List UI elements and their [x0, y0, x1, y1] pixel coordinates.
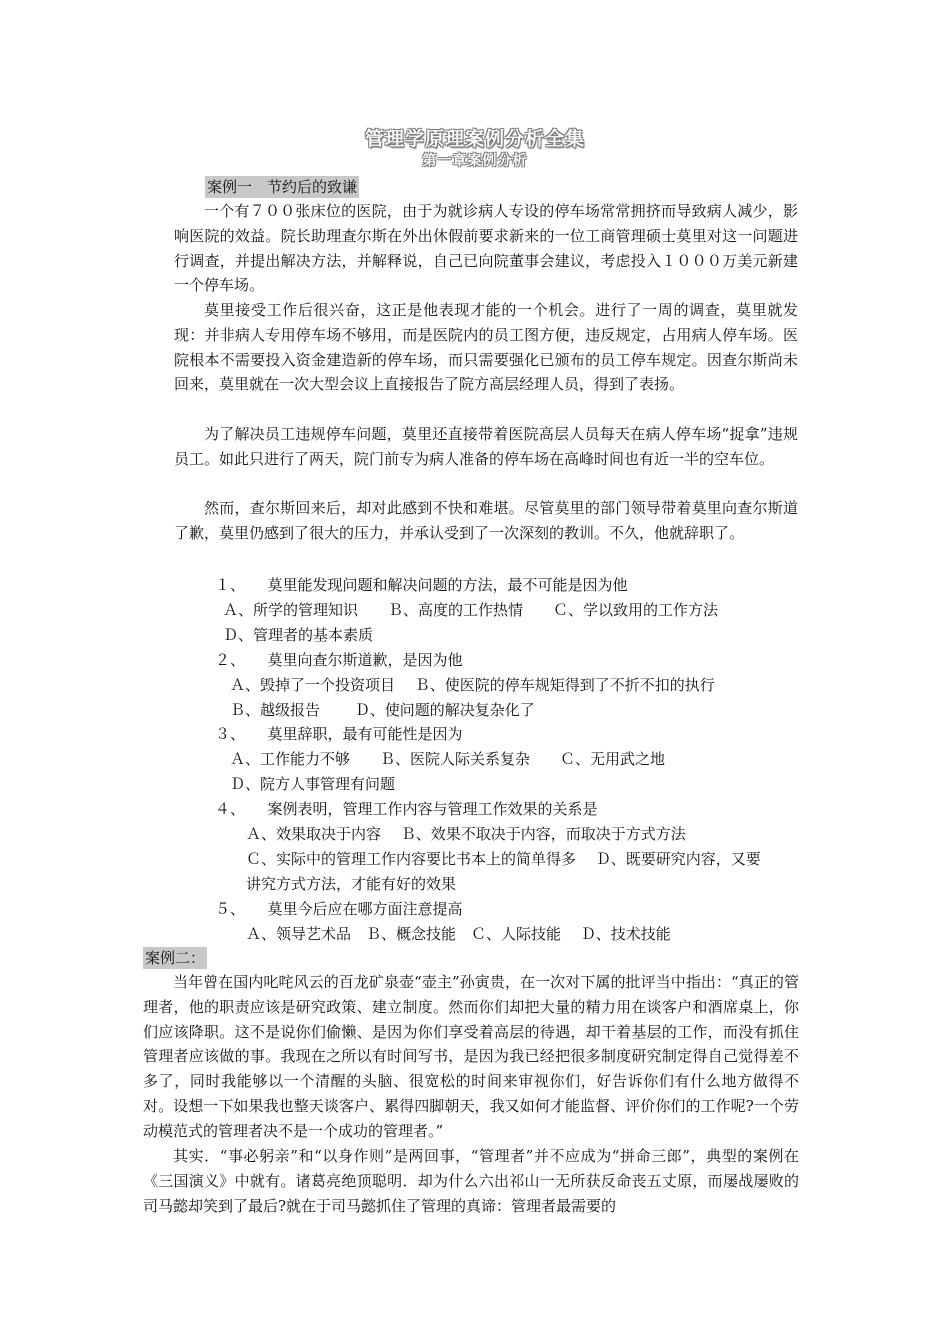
- question-1: １、 莫里能发现问题和解决问题的方法，最不可能是因为他: [215, 576, 628, 594]
- question-2: ２、 莫里向查尔斯道歉，是因为他: [215, 651, 463, 669]
- question-4-option-line-2: Ｃ、实际中的管理工作内容要比书本上的简单得多 Ｄ、既要研究内容，又要: [246, 850, 761, 868]
- question-4-option-line-1: Ａ、效果取决于内容 Ｂ、效果不取决于内容，而取决于方式方法: [246, 825, 686, 843]
- question-3-option-line-2: Ｄ、院方人事管理有问题: [230, 775, 396, 793]
- question-2-option-line-1: Ａ、毁掉了一个投资项目 Ｂ、使医院的停车规矩得到了不折不扣的执行: [230, 676, 715, 694]
- question-4: ４、 案例表明，管理工作内容与管理工作效果的关系是: [215, 800, 598, 818]
- case1-paragraph-2: 莫里接受工作后很兴奋，这正是他表现才能的一个机会。进行了一周的调查，莫里就发现：并非病人专用停车场不够用，而是医院内的员工图方便，违反规定，占用病人停车场。医院根本不需要投入资金建造新的停车场，而只需要强化已颁布的员工停车规定。因查尔斯尚未回来，莫里就在一次大型会议上直接报告了院方高层经理人员，得到了表扬。: [174, 301, 798, 394]
- case1-paragraph-3: 为了解决员工违规停车问题，莫里还直接带着医院高层人员每天在病人停车场“捉拿”违规员工。如此只进行了两天，院门前专为病人准备的停车场在高峰时间也有近一半的空车位。: [174, 425, 798, 468]
- chapter-subtitle: 第一章案例分析: [422, 153, 528, 169]
- question-1-option-line-2: Ｄ、管理者的基本素质: [223, 626, 374, 644]
- case1-heading: 案例一 节约后的致谦: [207, 178, 358, 196]
- case2-paragraph-2: 其实．“事必躬亲”和“以身作则”是两回事，“管理者”并不应成为“拼命三郎”，典型的案例在《三国演义》中就有。诸葛亮绝顶聪明．却为什么六出祁山一无所获反命丧五丈原，而屡战屡败的司马懿却笑到了最后?就在于司马懿抓住了管理的真谛：管理者最需要的: [143, 1147, 799, 1215]
- case2-paragraph-1: 当年曾在国内叱咤风云的百龙矿泉壶“壶主”孙寅贵，在一次对下属的批评当中指出：“真正的管理者，他的职责应该是研究政策、建立制度。然而你们却把大量的精力用在谈客户和酒席桌上，你们应该降职。这不是说你们偷懒、是因为你们享受着高层的待遇，却干着基层的工作，而没有抓住管理者应该做的事。我现在之所以有时间写书，是因为我已经把很多制度研究制定得自己觉得差不多了，同时我能够以一个清醒的头脑、很宽松的时间来审视你们，好告诉你们有什么地方做得不对。设想一下如果我也整天谈客户、累得四脚朝天，我又如何才能监督、评价你们的工作呢?一个劳动模范式的管理者决不是一个成功的管理者。”: [143, 973, 799, 1140]
- question-2-option-line-2: Ｂ、越级报告 Ｄ、使问题的解决复杂化了: [230, 701, 535, 719]
- question-3: ３、 莫里辞职，最有可能性是因为: [215, 725, 463, 743]
- question-5-option-line-1: Ａ、领导艺术品 Ｂ、概念技能 Ｃ、人际技能 Ｄ、技术技能: [246, 925, 671, 943]
- question-4-option-line-3: 讲究方式方法，才能有好的效果: [246, 875, 457, 893]
- question-3-option-line-1: Ａ、工作能力不够 Ｂ、医院人际关系复杂 Ｃ、无用武之地: [230, 750, 666, 768]
- case1-paragraph-4: 然而，查尔斯回来后，却对此感到不快和难堪。尽管莫里的部门领导带着莫里向查尔斯道了歉，莫里仍感到了很大的压力，并承认受到了一次深刻的教训。不久，他就辞职了。: [174, 499, 798, 542]
- case1-paragraph-1: 一个有７００张床位的医院，由于为就诊病人专设的停车场常常拥挤而导致病人减少，影响医院的效益。院长助理查尔斯在外出休假前要求新来的一位工商管理硕士莫里对这一问题进行调查，并提出解决方法，并解释说，自己已向院董事会建议，考虑投入１０００万美元新建一个停车场。: [174, 202, 798, 295]
- question-1-option-line-1: Ａ、所学的管理知识 Ｂ、高度的工作热情 Ｃ、学以致用的工作方法: [223, 601, 719, 619]
- case2-heading: 案例二：: [145, 949, 206, 967]
- document-title: 管理学原理案例分析全集: [364, 128, 585, 150]
- question-5: ５、 莫里今后应在哪方面注意提高: [215, 900, 463, 918]
